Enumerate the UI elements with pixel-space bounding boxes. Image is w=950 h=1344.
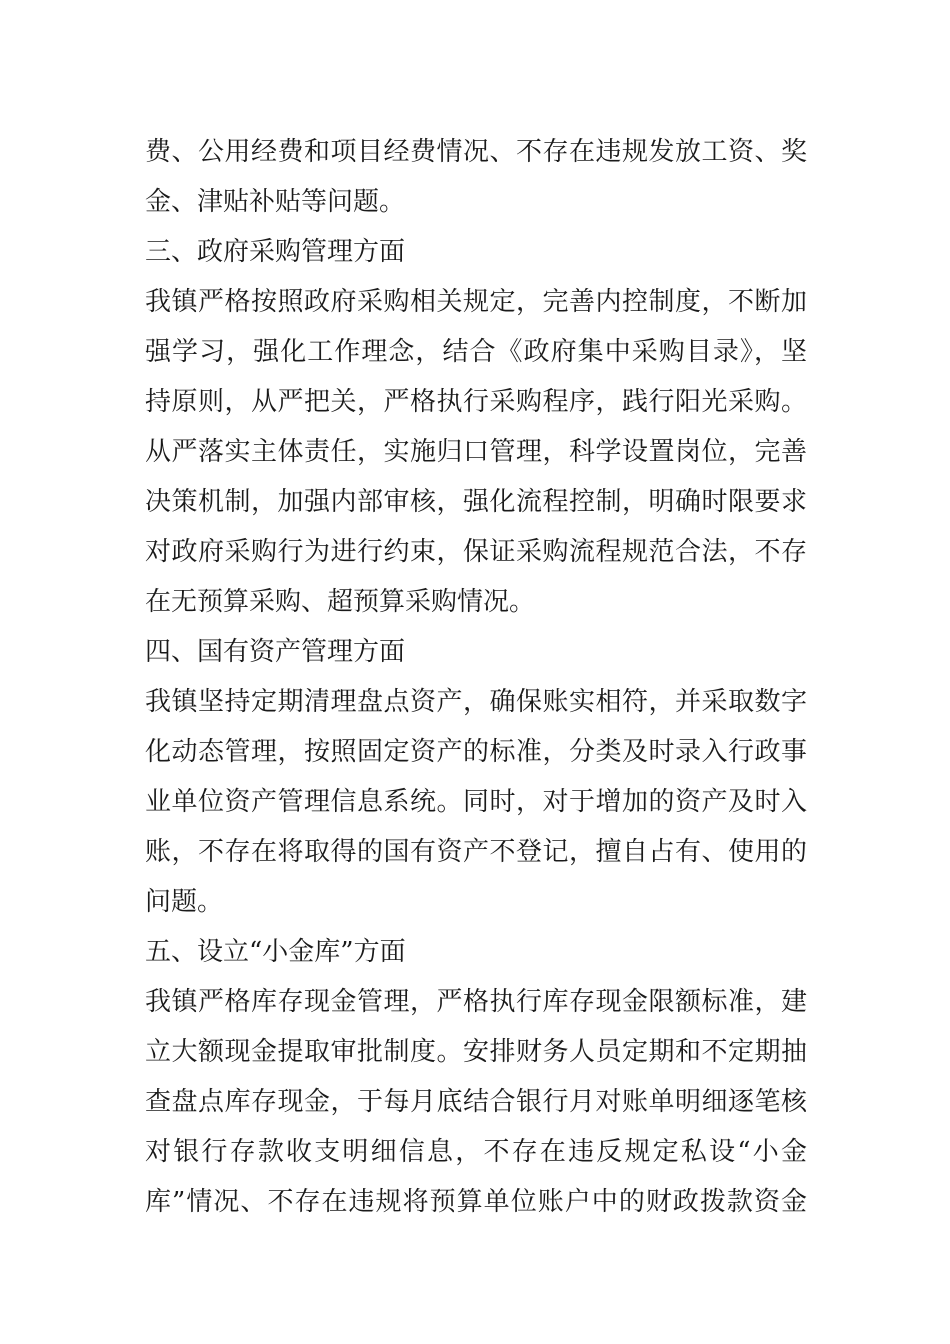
text-line: 强学习，强化工作理念，结合《政府集中采购目录》，坚 [145, 337, 807, 367]
text-line: 业单位资产管理信息系统。同时，对于增加的资产及时入 [145, 787, 807, 817]
section-heading: 三、政府采购管理方面 [145, 237, 406, 267]
text-line: 费、公用经费和项目经费情况、不存在违规发放工资、奖 [145, 137, 807, 167]
text-line: 对政府采购行为进行约束，保证采购流程规范合法，不存 [145, 537, 807, 567]
text-line: 我镇坚持定期清理盘点资产，确保账实相符，并采取数字 [145, 687, 807, 717]
text-line: 我镇严格按照政府采购相关规定，完善内控制度，不断加 [145, 287, 807, 317]
text-line: 金、津贴补贴等问题。 [145, 187, 406, 217]
text-line: 决策机制，加强内部审核，强化流程控制，明确时限要求 [145, 487, 807, 517]
text-line: 对银行存款收支明细信息，不存在违反规定私设“小金 [145, 1137, 807, 1167]
text-line: 从严落实主体责任，实施归口管理，科学设置岗位，完善 [145, 437, 807, 467]
text-line: 化动态管理，按照固定资产的标准，分类及时录入行政事 [145, 737, 807, 767]
text-line: 账，不存在将取得的国有资产不登记，擅自占有、使用的 [145, 837, 807, 867]
text-line: 我镇严格库存现金管理，严格执行库存现金限额标准，建 [145, 987, 807, 1017]
text-line: 库”情况、不存在违规将预算单位账户中的财政拨款资金 [145, 1187, 807, 1217]
section-heading: 四、国有资产管理方面 [145, 637, 406, 667]
text-line: 在无预算采购、超预算采购情况。 [145, 587, 536, 617]
text-line: 立大额现金提取审批制度。安排财务人员定期和不定期抽 [145, 1037, 807, 1067]
text-line: 查盘点库存现金，于每月底结合银行月对账单明细逐笔核 [145, 1087, 807, 1117]
text-line: 持原则，从严把关，严格执行采购程序，践行阳光采购。 [145, 387, 807, 417]
text-line: 问题。 [145, 887, 224, 917]
section-heading: 五、设立“小金库”方面 [145, 937, 406, 967]
